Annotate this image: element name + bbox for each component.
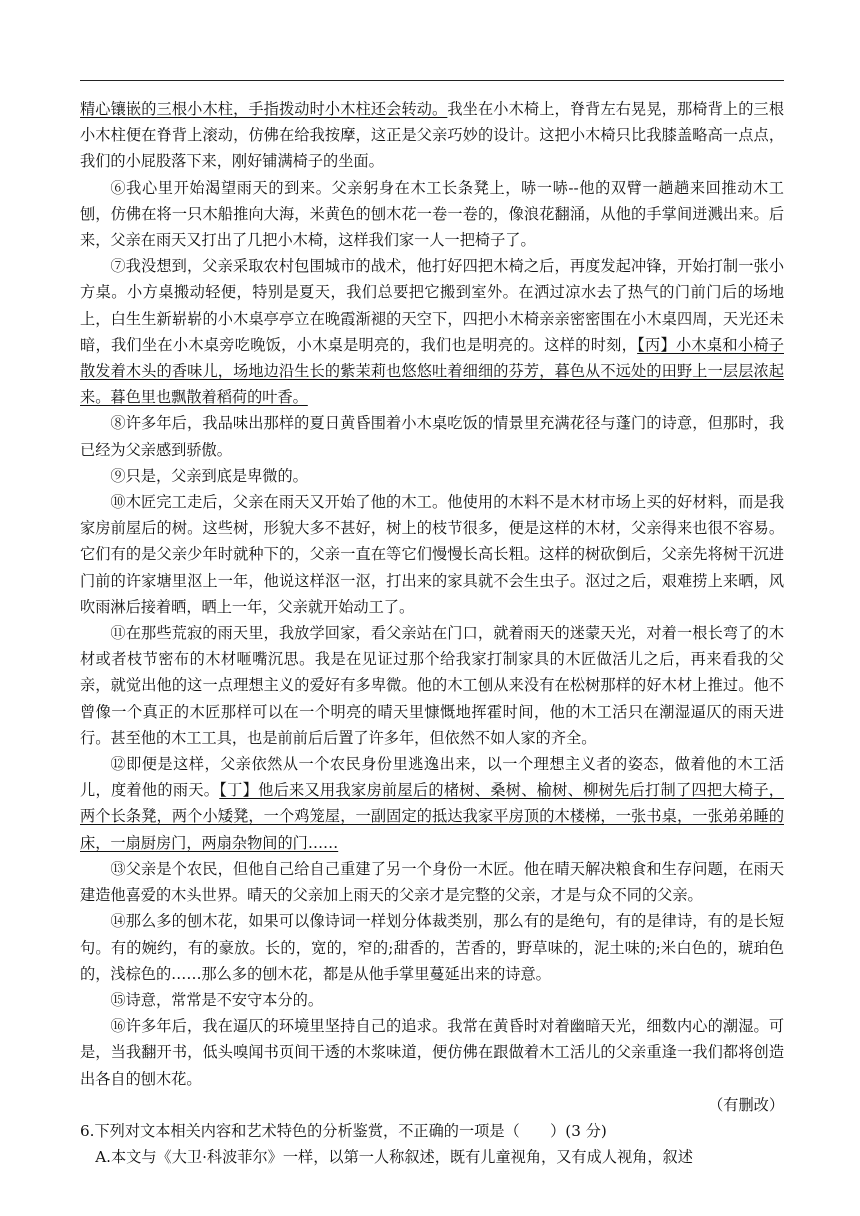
source-note: （有删改）	[708, 1095, 784, 1114]
article-body	[80, 96, 784, 1170]
paragraph-5-continued	[80, 96, 784, 175]
paragraph-10: ⑩木匠完工走后，父亲在雨天又开始了他的木工。他使用的木料不是木材市场上买的好材料，而是我家房前屋后的树。这些树，形貌大多不甚好，树上的枝节很多，便是这样的木材，父亲得来也很不容易。它们有的是父亲少年时就种下的，父亲一直在等它们慢慢长高长粗。这样的树砍倒后，父亲先将树干沉进门前的许家塘里沤上一年，他说这样沤一沤，打出来的家具就不会生虫子。沤过之后，艰难捞上来晒，风吹雨淋后接着晒，晒上一年，父亲就开始动工了。	[80, 493, 784, 616]
paragraph-13: ⑬父亲是个农民，但他自己给自己重建了另一个身份一木匠。他在晴天解决粮食和生存问题，在雨天建造他喜爱的木头世界。晴天的父亲加上雨天的父亲才是完整的父亲，才是与众不同的父亲。	[80, 859, 784, 905]
paragraph-7	[80, 253, 784, 410]
paragraph-16: ⑯许多年后，我在逼仄的环境里坚持自己的追求。我常在黄昏时对着幽暗天光，细数内心的潮湿。可是，当我翻开书，低头嗅闻书页间干透的木浆味道，便仿佛在跟做着木工活儿的父亲重逢一我们都将创造出各自的刨木花。	[80, 1017, 784, 1088]
paragraph-12	[80, 751, 784, 856]
paragraph-9: ⑨只是，父亲到底是卑微的。	[110, 466, 308, 485]
paragraph-14: ⑭那么多的刨木花，如果可以像诗词一样划分体裁类别，那么有的是绝句，有的是律诗，有的是长短句。有的婉约，有的豪放。长的，宽的，窄的;甜香的，苦香的，野草味的，泥土味的;米白色的，琥珀色的，浅棕色的……那么多的刨木花，都是从他手掌里蔓延出来的诗意。	[80, 912, 784, 983]
question-option-a: A.本文与《大卫·科波菲尔》一样，以第一人称叙述，既有儿童视角，又有成人视角，叙述	[95, 1148, 693, 1167]
paragraph-15: ⑮诗意，常常是不安守本分的。	[110, 990, 324, 1009]
paragraph-8: ⑧许多年后，我品味出那样的夏日黄昏围着小木桌吃饭的情景里充满花径与蓬门的诗意，但那时，我已经为父亲感到骄傲。	[80, 414, 784, 459]
question-stem: 6.下列对文本相关内容和艺术特色的分析鉴赏，不正确的一项是（ ）(3 分)	[80, 1121, 607, 1140]
paragraph-text: ⑦我没想到，父亲采取农村包围城市的战术，他打好四把木椅之后，再度发起冲锋，开始打制一张小方桌。小方桌搬动轻便，特别是夏天，我们总要把它搬到室外。在洒过凉水去了热气的门前门后的场地上，白生生新崭崭的小木桌亭亭立在晚霞渐褪的天空下，四把小木椅亲亲密密围在小木桌四周，天光还未暗，我们坐在小木桌旁吃晚饭，小木桌是明亮的，我们也是明亮的。这样的时刻，	[80, 257, 784, 354]
annotated-passage-bing: 【丙】小木桌和小椅子散发着木头的香味儿，场地边沿生长的紫茉莉也悠悠吐着细细的芬芳，暮色从不远处的田野上一层层浓起来。暮色里也飘散着稻荷的叶香。	[80, 335, 784, 407]
paragraph-text: ⑫即便是这样，父亲依然从一个农民身份里逃逸出来，以一个理想主义者的姿态，做着他的木工活儿，度着他的雨天。	[80, 755, 784, 800]
header-rule	[80, 80, 784, 81]
underlined-sentence: 精心镶嵌的三根小木柱，手指拨动时小木柱还会转动。	[80, 100, 448, 118]
annotated-passage-ding: 【丁】他后来又用我家房前屋后的楮树、桑树、榆树、柳树先后打制了四把大椅子，两个长条凳，两个小矮凳，一个鸡笼屋，一副固定的抵达我家平房顶的木楼梯，一张书桌，一张弟弟睡的床，一扇厨房门，两扇杂物间的门……	[80, 781, 784, 852]
paragraph-text: 我坐在小木椅上，脊背左右晃晃，那椅背上的三根小木柱便在脊背上滚动，仿佛在给我按摩，这正是父亲巧妙的设计。这把小木椅只比我膝盖略高一点点，我们的小屁股落下来，刚好铺满椅子的坐面。	[80, 100, 785, 171]
paragraph-6: ⑥我心里开始渴望雨天的到来。父亲躬身在木工长条凳上，哧一哧--他的双臂一趟趟来回推动木工刨，仿佛在将一只木船推向大海，米黄色的刨木花一卷一卷的，像浪花翻涌，从他的手掌间迸溅出来。后来，父亲在雨天又打出了几把小木椅，这样我们家一人一把椅子了。	[80, 178, 784, 250]
paragraph-11: ⑪在那些荒寂的雨天里，我放学回家，看父亲站在门口，就着雨天的迷蒙天光，对着一根长弯了的木材或者枝节密布的木材咂嘴沉思。我是在见证过那个给我家打制家具的木匠做活儿之后，再来看我的父亲，就觉出他的这一点理想主义的爱好有多卑微。他的木工刨从来没有在松树那样的好木材上推过。他不曾像一个真正的木匠那样可以在一个明亮的晴天里慷慨地挥霍时间，他的木工活只在潮湿逼仄的雨天进行。甚至他的木工工具，也是前前后后置了许多年，但依然不如人家的齐全。	[80, 624, 784, 747]
